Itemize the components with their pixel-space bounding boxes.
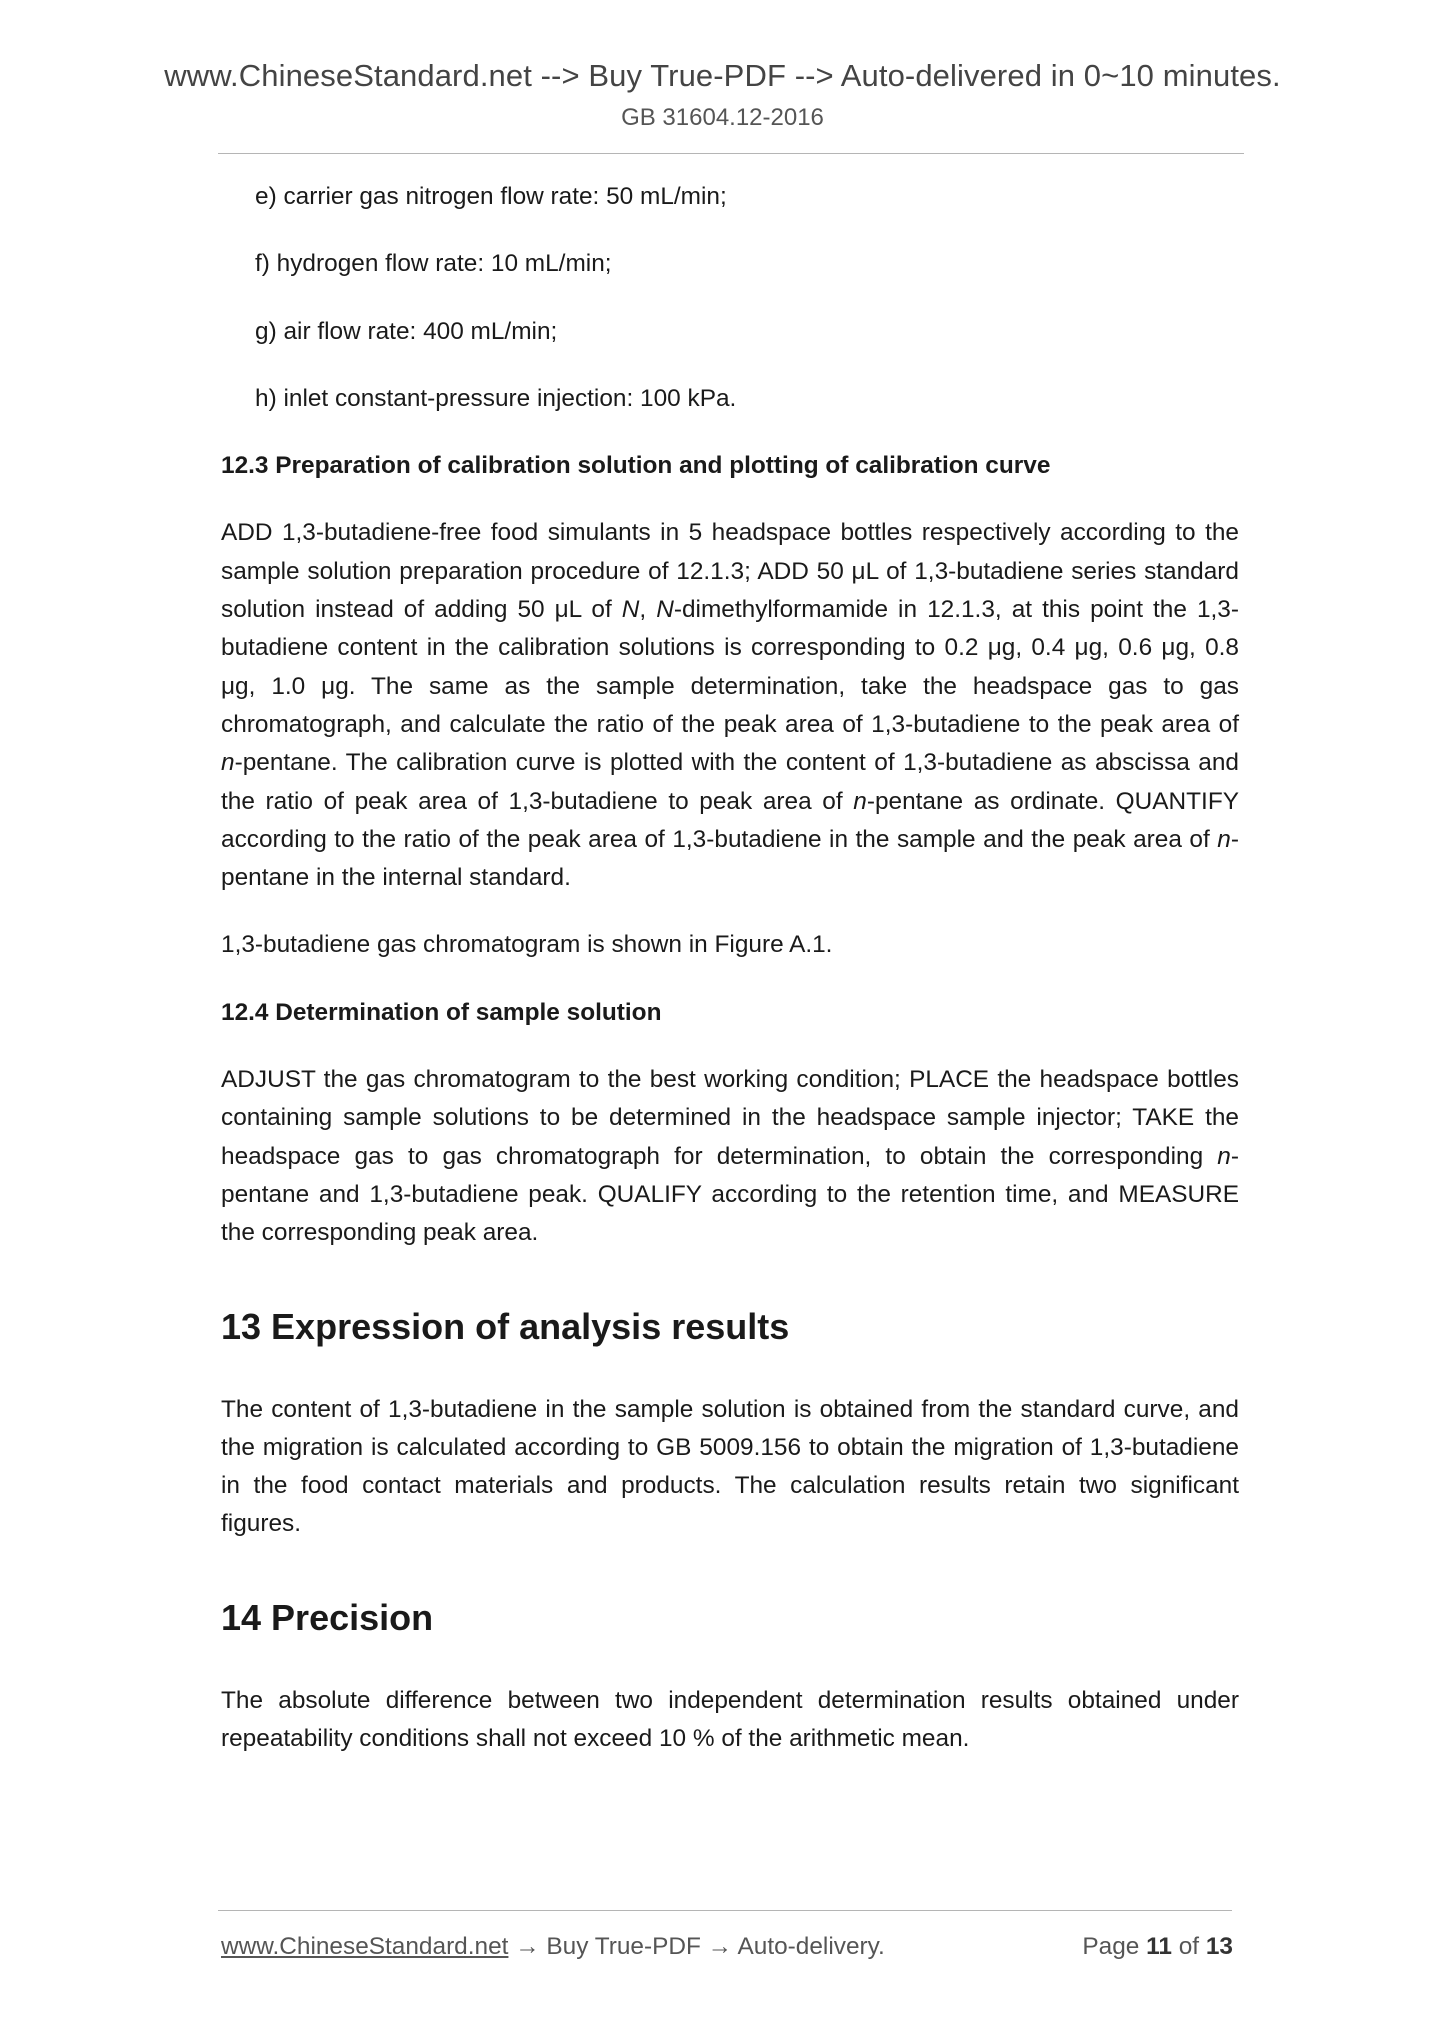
section-12-3-paragraph: ADD 1,3-butadiene-free food simulants in 5 headspace bottles respectively according to the sample solution preparation procedure of 12.1.3; ADD 50 μL of 1,3-butadiene series standard solution instead of adding 50 μL of N, N-dimethylformamide in 12.1.3, at this point the 1,3-butadiene content in the calibration solutions is corresponding to 0.2 μg, 0.4 μg, 0.6 μg, 0.8 μg, 1.0 μg. The same as the sample determination, take the headspace gas to gas chromatograph, and calculate the ratio of the peak area of 1,3-butadiene to the peak area of n-pentane. The calibration curve is plotted with the content of 1,3-butadiene as abscissa and the ratio of peak area of 1,3-butadiene to peak area of n-pentane as ordinate. QUANTIFY according to the ratio of the peak area of 1,3-butadiene in the sample and the peak area of n-pentane in the internal standard. — [221, 519, 1239, 892]
current-page: 11 — [1146, 1933, 1172, 1960]
header-divider — [218, 153, 1244, 154]
list-item: g) air flow rate: 400 mL/min; — [255, 317, 558, 345]
section-12-3-heading: 12.3 Preparation of calibration solution and plotting of calibration curve — [221, 452, 1051, 480]
figure-reference: 1,3-butadiene gas chromatogram is shown in Figure A.1. — [221, 931, 833, 959]
list-item: e) carrier gas nitrogen flow rate: 50 mL/min; — [255, 183, 727, 210]
header-banner: www.ChineseStandard.net --> Buy True-PDF --> Auto-delivered in 0~10 minutes. — [164, 58, 1281, 93]
total-pages: 13 — [1205, 1933, 1233, 1960]
footer-site-link[interactable]: www.ChineseStandard.net — [221, 1933, 509, 1960]
section-12-4-paragraph: ADJUST the gas chromatogram to the best working condition; PLACE the headspace bottles containing sample solutions to be determined in the headspace sample injector; TAKE the headspace gas to gas chromatograph for determination, to obtain the corresponding n-pentane and 1,3-butadiene peak. QUALIFY according to the retention time, and MEASURE the corresponding peak area. — [221, 1066, 1239, 1247]
standard-code: GB 31604.12-2016 — [621, 104, 824, 131]
section-13-paragraph: The content of 1,3-butadiene in the sample solution is obtained from the standard curve, and the migration is calculated according to GB 5009.156 to obtain the migration of 1,3-butadiene in the food contact materials and products. The calculation results retain two significant figures. — [221, 1395, 1239, 1538]
section-12-4-heading: 12.4 Determination of sample solution — [221, 998, 662, 1026]
section-13-heading: 13 Expression of analysis results — [221, 1305, 790, 1347]
section-14-heading: 14 Precision — [221, 1596, 434, 1638]
page-number: Page 11 of 13 — [1082, 1933, 1233, 1960]
footer-tagline: → Buy True-PDF → Auto-delivery. — [508, 1933, 885, 1960]
footer-divider — [218, 1910, 1232, 1911]
footer-left — [221, 1933, 885, 1961]
page-content — [221, 178, 1239, 1787]
section-14-paragraph: The absolute difference between two independent determination results obtained under repeatability conditions shall not exceed 10 % of the arithmetic mean. — [221, 1686, 1239, 1753]
list-item: h) inlet constant-pressure injection: 100 kPa. — [255, 384, 737, 412]
list-item: f) hydrogen flow rate: 10 mL/min; — [255, 250, 612, 278]
